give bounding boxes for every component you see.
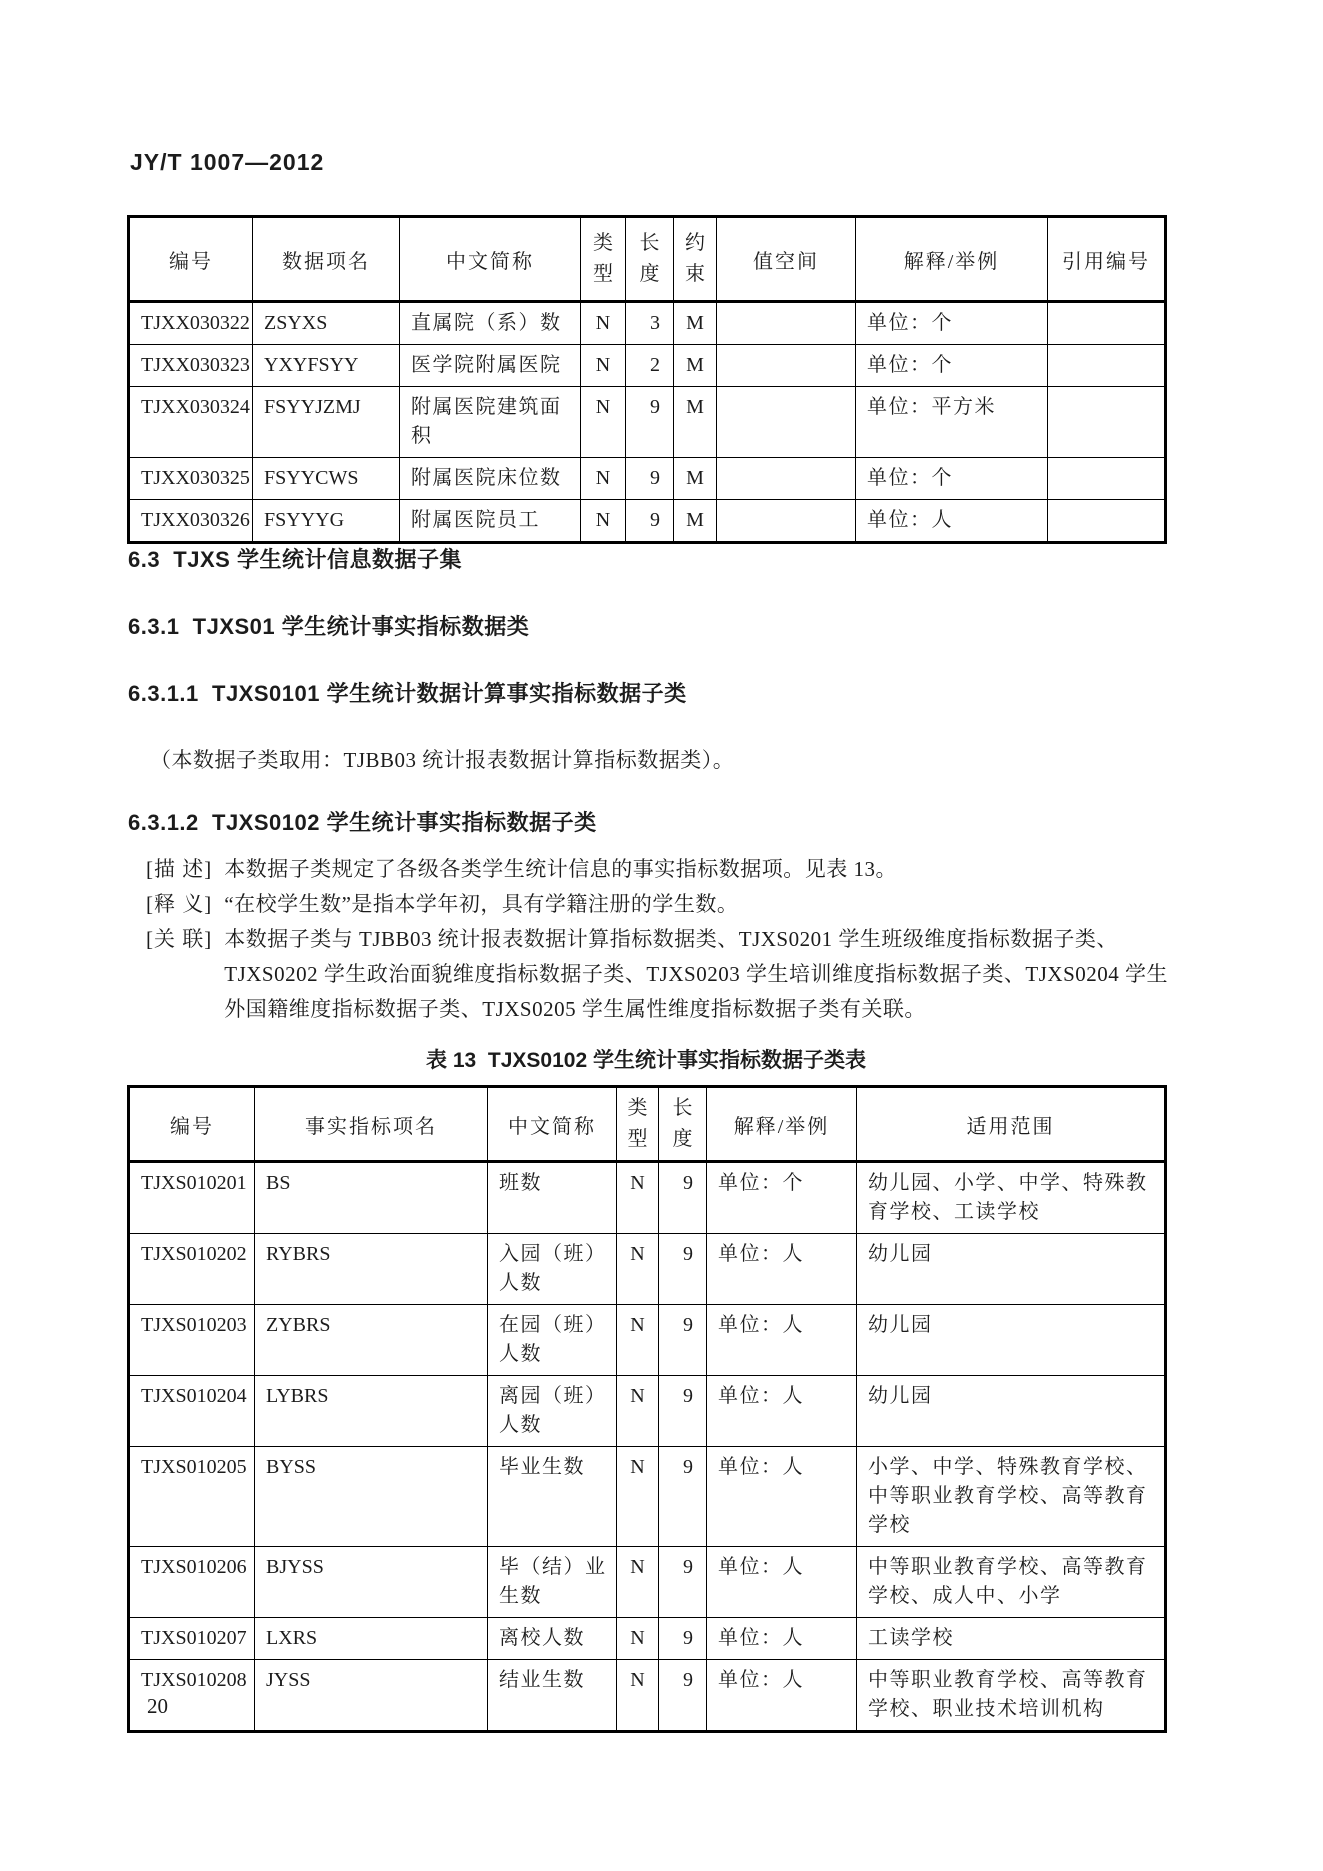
cell-cn: 结业生数 [488,1660,617,1732]
cell-ref [1048,302,1166,345]
cell-type: N [581,458,626,500]
cell-name: BS [255,1162,488,1234]
cell-id: TJXS010203 [129,1305,255,1376]
annotation-description [146,852,1182,887]
table-row [129,302,1166,345]
cell-type: N [617,1547,659,1618]
table-row [129,500,1166,543]
cell-len: 9 [659,1547,707,1618]
cell-len: 3 [626,302,674,345]
section-note-paragraph: （本数据子类取用：TJBB03 统计报表数据计算指标数据类）。 [150,748,735,772]
cell-explain: 单位：平方米 [856,387,1048,458]
cell-scope: 幼儿园 [857,1376,1166,1447]
cell-value_space [717,302,856,345]
cell-value_space [717,345,856,387]
cell-type: N [581,500,626,543]
table-13-caption: 表 13 TJXS0102 学生统计事实指标数据子类表 [426,1049,866,1072]
cell-id: TJXS010208 [129,1660,255,1732]
cell-scope: 幼儿园 [857,1234,1166,1305]
column-header-id: 编号 [129,1087,255,1162]
cell-value_space [717,458,856,500]
page-number: 20 [147,1694,168,1718]
section-heading-6-3-1: 6.3.1 TJXS01 学生统计事实指标数据类 [128,614,530,639]
cell-explain: 单位：个 [856,302,1048,345]
cell-cn: 毕（结）业生数 [488,1547,617,1618]
cell-len: 9 [659,1618,707,1660]
cell-scope: 工读学校 [857,1618,1166,1660]
cell-explain: 单位：人 [707,1376,857,1447]
cell-len: 9 [659,1234,707,1305]
cell-scope: 中等职业教育学校、高等教育学校、成人中、小学 [857,1547,1166,1618]
column-header-type [617,1087,659,1162]
vertical-header-text: 类型 [593,232,613,285]
cell-type: N [581,302,626,345]
cell-type: N [581,387,626,458]
column-header-ref: 引用编号 [1048,217,1166,302]
column-header-scope: 适用范围 [857,1087,1166,1162]
cell-explain: 单位：人 [707,1234,857,1305]
cell-len: 9 [626,500,674,543]
cell-cn: 班数 [488,1162,617,1234]
table-row [129,1234,1166,1305]
column-header-length [626,217,674,302]
cell-constraint: M [674,387,717,458]
cell-explain: 单位：人 [707,1305,857,1376]
annotation-block [146,852,1182,1027]
cell-type: N [617,1305,659,1376]
table-row [129,1376,1166,1447]
cell-len: 9 [659,1447,707,1547]
cell-id: TJXS010206 [129,1547,255,1618]
cell-explain: 单位：个 [707,1162,857,1234]
vertical-header-text: 长度 [639,232,660,285]
cell-type: N [617,1234,659,1305]
cell-name: LXRS [255,1618,488,1660]
section-heading-6-3-1-2: 6.3.1.2 TJXS0102 学生统计事实指标数据子类 [128,810,597,835]
cell-ref [1048,345,1166,387]
section-heading-6-3-1-1: 6.3.1.1 TJXS0101 学生统计数据计算事实指标数据子类 [128,681,687,706]
table-row [129,345,1166,387]
cell-len: 9 [659,1162,707,1234]
cell-id: TJXS010207 [129,1618,255,1660]
cell-name: YXYFSYY [253,345,400,387]
cell-id: TJXX030322 [129,302,253,345]
cell-id: TJXX030325 [129,458,253,500]
cell-name: FSYYCWS [253,458,400,500]
column-header-explain: 解释/举例 [707,1087,857,1162]
cell-ref [1048,458,1166,500]
cell-type: N [617,1660,659,1732]
column-header-fact-name: 事实指标项名 [255,1087,488,1162]
cell-name: BJYSS [255,1547,488,1618]
cell-value_space [717,387,856,458]
table-header-row [129,217,1166,302]
cell-name: LYBRS [255,1376,488,1447]
cell-ref [1048,500,1166,543]
cell-explain: 单位：个 [856,458,1048,500]
cell-explain: 单位：人 [707,1660,857,1732]
cell-explain: 单位：人 [707,1447,857,1547]
vertical-header-text: 长度 [672,1097,693,1150]
table-row [129,387,1166,458]
cell-cn: 附属医院建筑面积 [400,387,581,458]
cell-len: 2 [626,345,674,387]
column-header-type [581,217,626,302]
table-row [129,1618,1166,1660]
cell-cn: 直属院（系）数 [400,302,581,345]
column-header-id: 编号 [129,217,253,302]
column-header-constraint [674,217,717,302]
cell-name: ZYBRS [255,1305,488,1376]
cell-cn: 离园（班）人数 [488,1376,617,1447]
cell-id: TJXS010205 [129,1447,255,1547]
cell-name: FSYYJZMJ [253,387,400,458]
annotation-text: 本数据子类规定了各级各类学生统计信息的事实指标数据项。见表 13。 [224,857,897,881]
cell-constraint: M [674,345,717,387]
cell-id: TJXX030323 [129,345,253,387]
document-code: JY/T 1007—2012 [130,149,325,175]
cell-id: TJXX030324 [129,387,253,458]
cell-explain: 单位：人 [707,1618,857,1660]
annotation-label: [释 义] [146,892,213,916]
cell-id: TJXS010204 [129,1376,255,1447]
cell-cn: 附属医院床位数 [400,458,581,500]
annotation-relation [146,922,1182,1027]
cell-ref [1048,387,1166,458]
cell-constraint: M [674,302,717,345]
cell-type: N [581,345,626,387]
cell-name: RYBRS [255,1234,488,1305]
cell-explain: 单位：个 [856,345,1048,387]
annotation-label: [描 述] [146,857,213,881]
annotation-label: [关 联] [146,927,213,951]
section-heading-6-3: 6.3 TJXS 学生统计信息数据子集 [128,547,462,572]
cell-name: ZSYXS [253,302,400,345]
cell-cn: 附属医院员工 [400,500,581,543]
cell-explain: 单位：人 [707,1547,857,1618]
table-row [129,1547,1166,1618]
cell-cn: 毕业生数 [488,1447,617,1547]
cell-name: BYSS [255,1447,488,1547]
column-header-length [659,1087,707,1162]
cell-name: FSYYYG [253,500,400,543]
column-header-explain: 解释/举例 [856,217,1048,302]
cell-constraint: M [674,500,717,543]
annotation-definition [146,887,1182,922]
cell-scope: 中等职业教育学校、高等教育学校、职业技术培训机构 [857,1660,1166,1732]
cell-id: TJXX030326 [129,500,253,543]
cell-scope: 小学、中学、特殊教育学校、中等职业教育学校、高等教育学校 [857,1447,1166,1547]
cell-type: N [617,1447,659,1547]
cell-cn: 医学院附属医院 [400,345,581,387]
table-row [129,1447,1166,1547]
cell-len: 9 [626,387,674,458]
annotation-text: 本数据子类与 TJBB03 统计报表数据计算指标数据类、TJXS0201 学生班级维度指标数据子类、TJXS0202 学生政治面貌维度指标数据子类、TJXS0203 学生培训维度指标数据子类、TJXS0204 学生外国籍维度指标数据子类、TJXS0205 学生属性维度指标数据子类有关联。 [224,927,1169,1021]
cell-len: 9 [626,458,674,500]
table-row [129,458,1166,500]
table-header-row [129,1087,1166,1162]
cell-explain: 单位：人 [856,500,1048,543]
cell-len: 9 [659,1660,707,1732]
cell-cn: 在园（班）人数 [488,1305,617,1376]
data-item-table [127,215,1167,544]
cell-cn: 离校人数 [488,1618,617,1660]
column-header-value-space: 值空间 [717,217,856,302]
cell-id: TJXS010201 [129,1162,255,1234]
cell-cn: 入园（班）人数 [488,1234,617,1305]
table-row [129,1305,1166,1376]
cell-type: N [617,1376,659,1447]
column-header-cn: 中文简称 [488,1087,617,1162]
cell-type: N [617,1162,659,1234]
column-header-name: 数据项名 [253,217,400,302]
annotation-text: “在校学生数”是指本学年初，具有学籍注册的学生数。 [224,892,739,916]
cell-len: 9 [659,1376,707,1447]
cell-scope: 幼儿园、小学、中学、特殊教育学校、工读学校 [857,1162,1166,1234]
cell-scope: 幼儿园 [857,1305,1166,1376]
column-header-cn: 中文简称 [400,217,581,302]
vertical-header-text: 类型 [627,1097,648,1150]
table-row [129,1660,1166,1732]
table-row [129,1162,1166,1234]
cell-len: 9 [659,1305,707,1376]
cell-type: N [617,1618,659,1660]
table-13 [127,1085,1167,1733]
cell-value_space [717,500,856,543]
cell-name: JYSS [255,1660,488,1732]
vertical-header-text: 约束 [685,232,705,285]
cell-constraint: M [674,458,717,500]
cell-id: TJXS010202 [129,1234,255,1305]
